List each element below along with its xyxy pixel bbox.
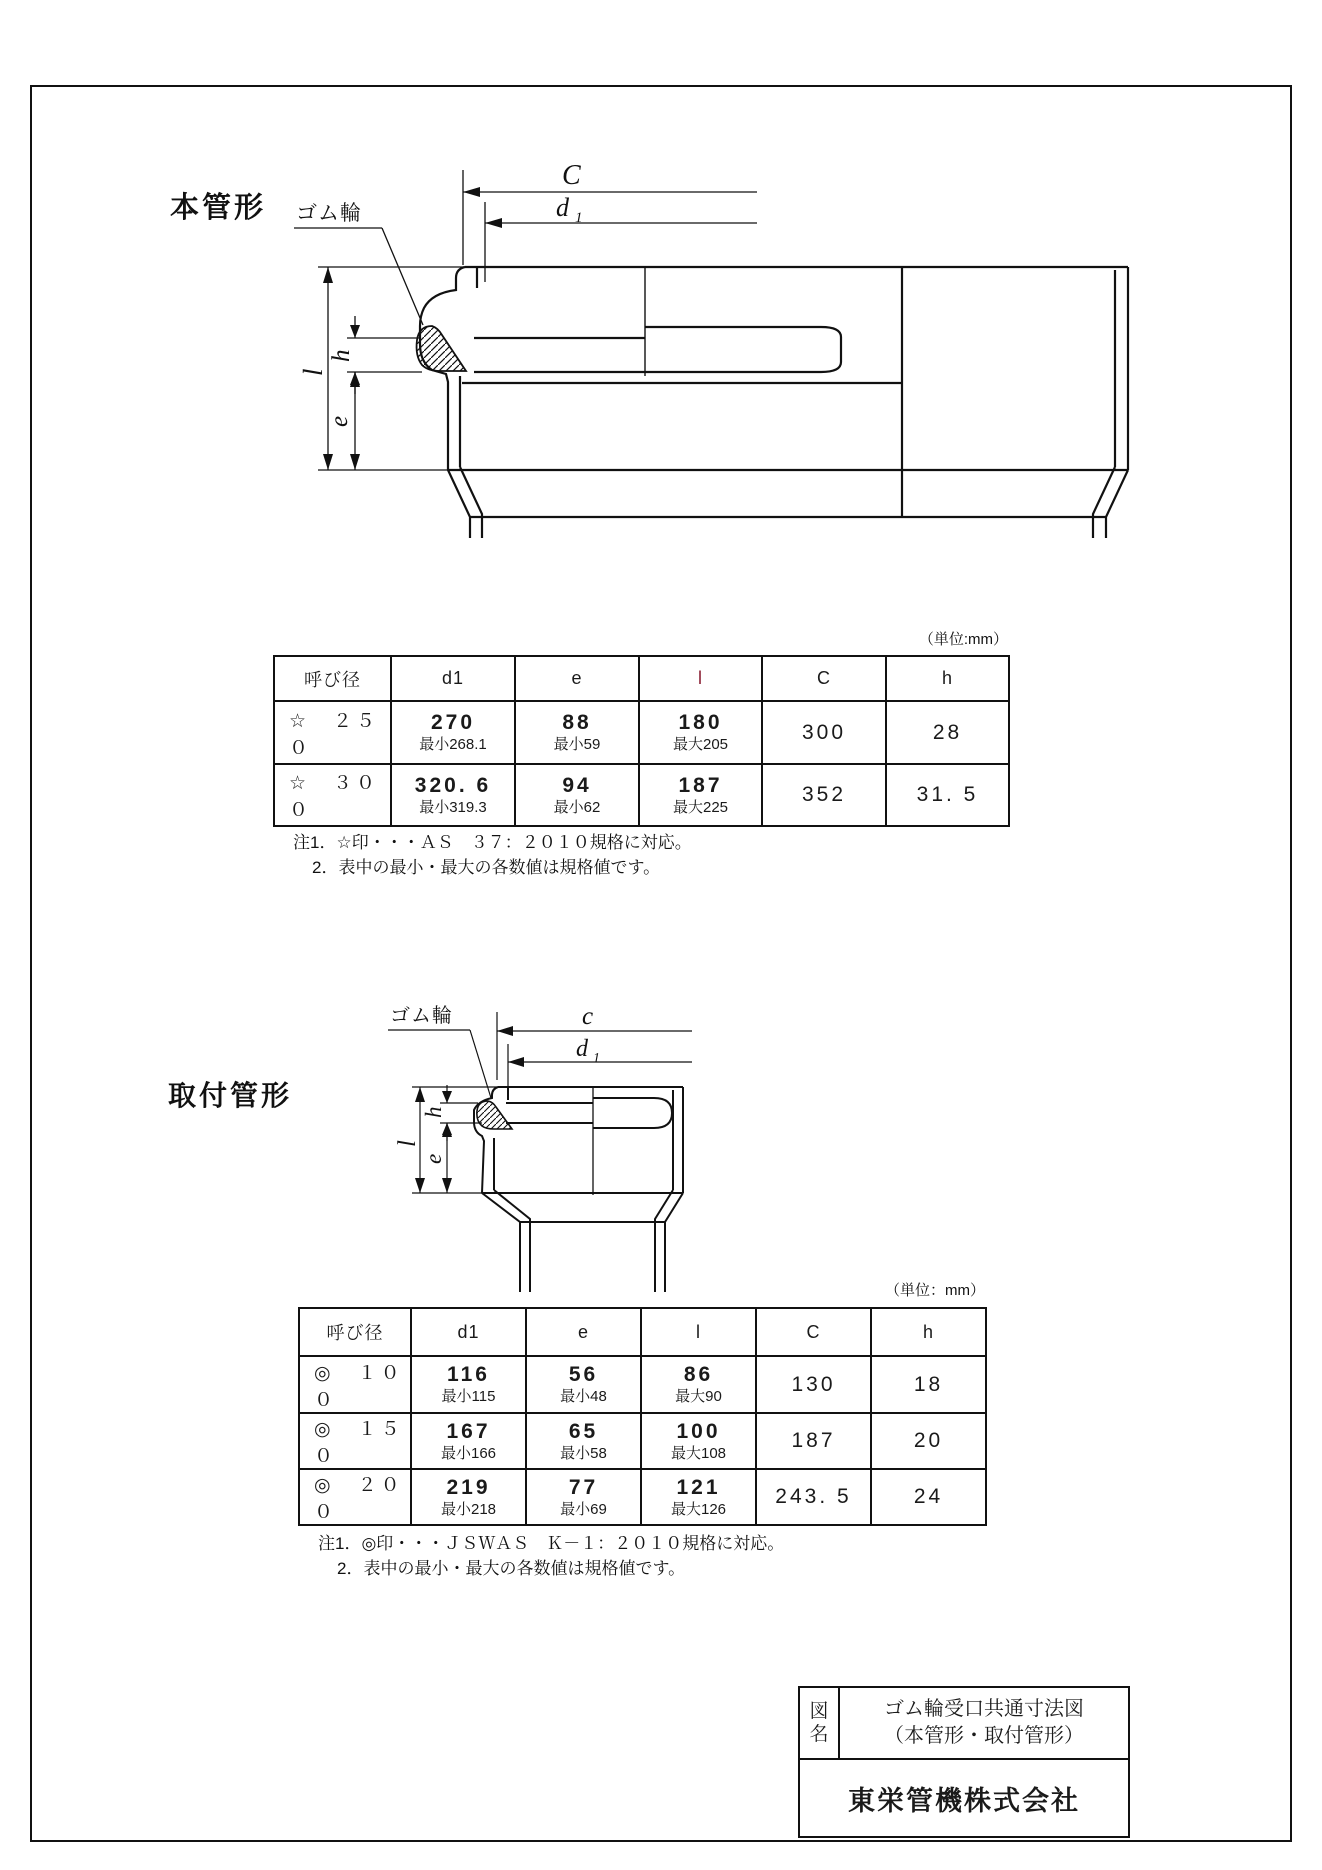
- t1-r1-e: 88 最小59: [515, 701, 639, 764]
- t1-r2-d1: 320. 6 最小319.3: [391, 764, 515, 826]
- note-line: 2．表中の最小・最大の各数値は規格値です。: [312, 858, 661, 877]
- t1-r2-e: 94 最小62: [515, 764, 639, 826]
- t2-r1-h: 18: [871, 1356, 986, 1413]
- t2-r3-name: ◎ ２００: [299, 1469, 411, 1525]
- t1-col-name: 呼び径: [274, 656, 391, 701]
- t1-col-e: e: [515, 656, 639, 701]
- table-row: [274, 764, 1009, 826]
- gasket-label: ゴム輪: [390, 1005, 453, 1027]
- arrow-c: [497, 1026, 513, 1036]
- t1-col-l: l: [639, 656, 762, 701]
- pipe-socket-diagram-main: [270, 120, 1150, 540]
- t2-r2-name: ◎ １５０: [299, 1413, 411, 1469]
- t2-r1-name: ◎ １００: [299, 1356, 411, 1413]
- rubber-gasket-section: [477, 1101, 512, 1129]
- t1-r1-c: 300: [762, 701, 886, 764]
- drawing-title: [840, 1688, 1128, 1758]
- note-line: 2．表中の最小・最大の各数値は規格値です。: [337, 1559, 686, 1578]
- t2-col-d1: d1: [411, 1308, 526, 1356]
- table-row: [274, 701, 1009, 764]
- rubber-gasket-section: [417, 326, 466, 371]
- dim-label-e: e: [326, 415, 353, 427]
- pipe-socket-diagram-branch: [370, 980, 830, 1300]
- section2-label: 取付管形: [168, 1080, 293, 1111]
- t1-r2-c: 352: [762, 764, 886, 826]
- t2-r2-d1: 167 最小166: [411, 1413, 526, 1469]
- title-block-field-label: 図名: [800, 1688, 840, 1758]
- t1-r2-name: ☆ ３００: [274, 764, 391, 826]
- t2-col-e: e: [526, 1308, 641, 1356]
- note-line: 注1．☆印・・・ＡＳ ３７：２０１０規格に対応。: [293, 833, 692, 852]
- t2-col-h: h: [871, 1308, 986, 1356]
- table-row: [299, 1413, 986, 1469]
- dim-label-e: e: [421, 1153, 446, 1164]
- t1-col-C: C: [762, 656, 886, 701]
- t2-r1-l: 86 最大90: [641, 1356, 756, 1413]
- t2-r1-e: 56 最小48: [526, 1356, 641, 1413]
- unit-note-2: （単位：mm）: [885, 1282, 985, 1299]
- socket-outline: [420, 267, 1128, 538]
- t2-r3-c: 243. 5: [756, 1469, 871, 1525]
- t1-r2-h: 31. 5: [886, 764, 1009, 826]
- t2-r2-e: 65 最小58: [526, 1413, 641, 1469]
- t2-r3-l: 121 最大126: [641, 1469, 756, 1525]
- t1-r1-h: 28: [886, 701, 1009, 764]
- arrow-d1: [485, 218, 502, 228]
- drawing-title-line2: （本管形・取付管形）: [884, 1725, 1084, 1747]
- table-row: [299, 1469, 986, 1525]
- dim-label-C: C: [562, 160, 581, 191]
- notes-table-main: [293, 830, 692, 880]
- notes-table-branch: [318, 1531, 784, 1581]
- t2-r3-d1: 219 最小218: [411, 1469, 526, 1525]
- gasket-label: ゴム輪: [296, 202, 362, 225]
- t1-r1-name: ☆ ２５０: [274, 701, 391, 764]
- gasket-leader-line: [388, 1030, 491, 1098]
- t2-r1-c: 130: [756, 1356, 871, 1413]
- t1-r1-d1: 270 最小268.1: [391, 701, 515, 764]
- t2-col-name: 呼び径: [299, 1308, 411, 1356]
- t2-col-l: l: [641, 1308, 756, 1356]
- dim-label-d-sub: 1: [593, 1051, 600, 1066]
- dim-label-d: d: [556, 193, 569, 222]
- arrow-c: [463, 187, 480, 197]
- company-name: 東栄管機株式会社: [848, 1785, 1080, 1816]
- t1-col-h: h: [886, 656, 1009, 701]
- dim-label-c: c: [582, 1003, 594, 1030]
- dim-label-h: h: [421, 1106, 446, 1118]
- socket-outline: [474, 1087, 683, 1292]
- dimension-lines-top: [463, 170, 757, 282]
- table-row: [299, 1356, 986, 1413]
- dimension-table-main: [273, 655, 1010, 827]
- section1-label: 本管形: [170, 192, 267, 224]
- t2-r2-c: 187: [756, 1413, 871, 1469]
- t1-r2-l: 187 最大225: [639, 764, 762, 826]
- dim-label-l: l: [298, 368, 328, 376]
- dimension-table-branch: [298, 1307, 987, 1526]
- drawing-title-line1: ゴム輪受口共通寸法図: [884, 1698, 1084, 1720]
- dim-label-h: h: [328, 349, 355, 362]
- t2-r1-d1: 116 最小115: [411, 1356, 526, 1413]
- t2-r3-e: 77 最小69: [526, 1469, 641, 1525]
- t2-r2-h: 20: [871, 1413, 986, 1469]
- dim-label-d-sub: 1: [575, 210, 583, 226]
- t2-col-C: C: [756, 1308, 871, 1356]
- t1-r1-l: 180 最大205: [639, 701, 762, 764]
- t1-col-d1: d1: [391, 656, 515, 701]
- gasket-leader-line: [294, 228, 423, 325]
- dim-label-d: d: [576, 1036, 588, 1062]
- t2-r2-l: 100 最大108: [641, 1413, 756, 1469]
- note-line: 注1．◎印・・・ＪＳＷＡＳ Ｋ－１：２０１０規格に対応。: [318, 1534, 785, 1553]
- arrow-d1: [508, 1057, 524, 1067]
- dim-label-l: l: [394, 1140, 421, 1147]
- title-block: [798, 1686, 1130, 1838]
- unit-note-1: （単位:mm）: [918, 631, 1008, 648]
- t2-r3-h: 24: [871, 1469, 986, 1525]
